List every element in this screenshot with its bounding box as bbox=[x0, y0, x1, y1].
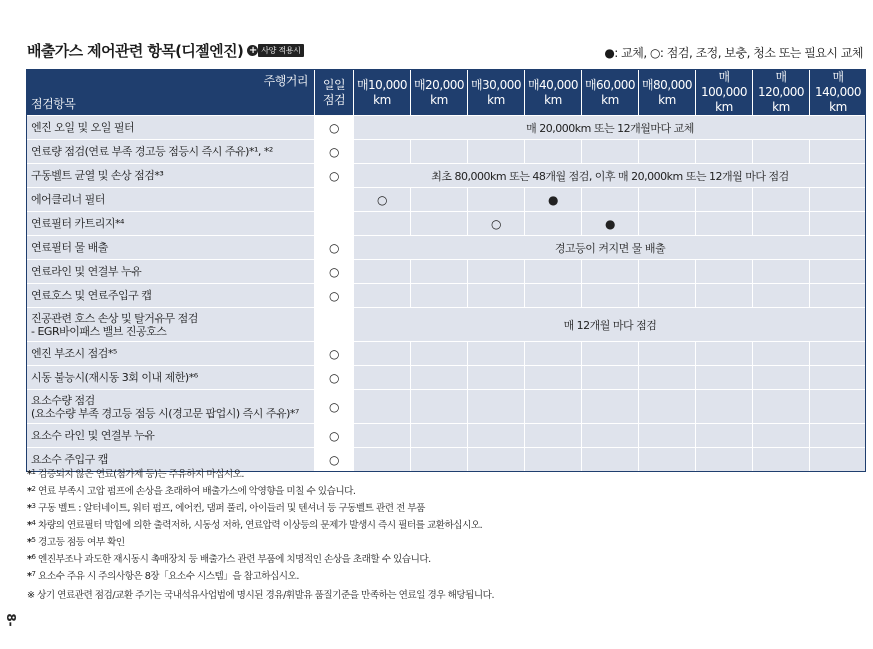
daily-check-cell bbox=[315, 212, 354, 236]
footnote-text: 구동 벨트 : 알터네이트, 워터 펌프, 에어컨, 댐퍼 풀리, 아이들러 및 텐셔너 등 구동벨트 관련 전 부품 bbox=[35, 503, 425, 514]
interval-cell bbox=[696, 212, 753, 236]
option-badge bbox=[247, 41, 303, 59]
header-interval bbox=[810, 70, 867, 116]
check-item: 연료필터 물 배출 bbox=[27, 236, 315, 260]
interval-cell bbox=[639, 212, 696, 236]
interval-cell bbox=[468, 342, 525, 366]
footnote-text: 검증되지 않은 연료(첨가제 등)는 주유하지 마십시오. bbox=[35, 469, 244, 480]
footnote-mark: * bbox=[27, 469, 32, 480]
header-interval-top: 매140,000 bbox=[814, 70, 862, 99]
header-interval-top: 매30,000 bbox=[470, 77, 522, 92]
footnote-number: 6 bbox=[31, 553, 36, 561]
interval-cell bbox=[753, 140, 810, 164]
interval-cell bbox=[354, 390, 411, 424]
table-row bbox=[27, 140, 867, 164]
header-interval-bottom: km bbox=[829, 100, 847, 114]
table-body bbox=[27, 116, 867, 472]
table-row bbox=[27, 366, 867, 390]
maintenance-schedule-table bbox=[26, 69, 867, 472]
header-interval-bottom: km bbox=[772, 100, 790, 114]
interval-cell bbox=[582, 284, 639, 308]
interval-cell bbox=[639, 390, 696, 424]
header-interval bbox=[468, 70, 525, 116]
footnote-text: 연료 부족시 고압 펌프에 손상을 초래하여 배출가스에 악영향을 미칠 수 있습니다. bbox=[35, 486, 356, 497]
header-interval bbox=[525, 70, 582, 116]
interval-cell bbox=[696, 188, 753, 212]
daily-check-cell bbox=[315, 308, 354, 342]
daily-check-cell: ○ bbox=[315, 390, 354, 424]
interval-cell bbox=[411, 366, 468, 390]
header-daily bbox=[315, 70, 354, 116]
interval-span-text: 매 12개월 마다 점검 bbox=[354, 308, 867, 342]
footnote bbox=[27, 515, 867, 532]
header-interval bbox=[411, 70, 468, 116]
page-number: 8- bbox=[4, 613, 18, 627]
interval-cell bbox=[411, 260, 468, 284]
interval-cell bbox=[411, 390, 468, 424]
option-badge-label: 사양 적용시 bbox=[258, 44, 303, 57]
footnote-mark: * bbox=[27, 554, 32, 565]
footnote-text: 경고등 점등 여부 확인 bbox=[35, 537, 125, 548]
interval-cell bbox=[753, 284, 810, 308]
check-item: 연료필터 카트리지*⁴ bbox=[27, 212, 315, 236]
footnote-number: 3 bbox=[31, 502, 36, 510]
header-interval-bottom: km bbox=[601, 92, 619, 107]
interval-cell bbox=[810, 284, 867, 308]
header-daily-bottom: 점검 bbox=[322, 92, 346, 107]
interval-cell bbox=[639, 260, 696, 284]
interval-cell bbox=[639, 284, 696, 308]
interval-cell bbox=[639, 366, 696, 390]
interval-cell: ● bbox=[525, 188, 582, 212]
header-interval-bottom: km bbox=[544, 92, 562, 107]
interval-cell bbox=[354, 366, 411, 390]
interval-cell bbox=[411, 188, 468, 212]
footnote-text: 차량의 연료필터 막힘에 의한 출력저하, 시동성 저하, 연료압력 이상등의 문제가 발생시 즉시 필터를 교환하십시오. bbox=[35, 520, 483, 531]
footnote-text: 요소수 주유 시 주의사항은 8장「요소수 시스템」을 참고하십시오. bbox=[35, 571, 299, 582]
interval-cell bbox=[810, 366, 867, 390]
footnote-mark: * bbox=[27, 520, 32, 531]
check-item: 시동 불능시(재시동 3회 이내 제한)*⁶ bbox=[27, 366, 315, 390]
interval-cell bbox=[525, 424, 582, 448]
table-row bbox=[27, 260, 867, 284]
header-interval-top: 매80,000 bbox=[641, 77, 693, 92]
daily-check-cell: ○ bbox=[315, 164, 354, 188]
interval-cell: ● bbox=[582, 212, 639, 236]
table-row bbox=[27, 424, 867, 448]
header-daily-top: 일일 bbox=[322, 77, 346, 92]
interval-cell bbox=[468, 140, 525, 164]
interval-cell bbox=[525, 284, 582, 308]
reference-note: ※ 상기 연료관련 점검/교환 주기는 국내석유사업법에 명시된 경유/휘발유 품질기준을 만족하는 연료일 경우 해당됩니다. bbox=[27, 590, 494, 601]
title-text: 배출가스 제어관련 항목(디젤엔진) bbox=[27, 42, 244, 60]
interval-cell bbox=[525, 260, 582, 284]
interval-cell bbox=[582, 342, 639, 366]
header-interval-bottom: km bbox=[430, 92, 448, 107]
interval-cell bbox=[468, 188, 525, 212]
check-item: 요소수 라인 및 연결부 누유 bbox=[27, 424, 315, 448]
header-item-label: 점검항목 bbox=[31, 97, 76, 111]
interval-cell bbox=[411, 284, 468, 308]
interval-cell bbox=[468, 366, 525, 390]
footnote-mark: * bbox=[27, 571, 32, 582]
daily-check-cell: ○ bbox=[315, 236, 354, 260]
interval-cell bbox=[354, 284, 411, 308]
interval-cell bbox=[810, 342, 867, 366]
check-item: 요소수 주입구 캡 bbox=[27, 448, 315, 472]
header-interval-bottom: km bbox=[373, 92, 391, 107]
interval-cell bbox=[696, 342, 753, 366]
interval-cell bbox=[582, 260, 639, 284]
interval-cell: ○ bbox=[354, 188, 411, 212]
legend: ●: 교체, ○: 점검, 조정, 보충, 청소 또는 필요시 교체 bbox=[604, 46, 863, 60]
interval-cell bbox=[639, 188, 696, 212]
table-row bbox=[27, 212, 867, 236]
table-row bbox=[27, 188, 867, 212]
header-row bbox=[27, 70, 867, 116]
interval-cell bbox=[696, 140, 753, 164]
header-distance-label: 주행거리 bbox=[263, 74, 308, 88]
header-interval-bottom: km bbox=[658, 92, 676, 107]
interval-cell bbox=[582, 188, 639, 212]
check-item: 연료라인 및 연결부 누유 bbox=[27, 260, 315, 284]
daily-check-cell: ○ bbox=[315, 260, 354, 284]
footnote bbox=[27, 498, 867, 515]
check-item: 연료호스 및 연료주입구 캡 bbox=[27, 284, 315, 308]
footnotes bbox=[27, 464, 867, 604]
interval-span-text: 매 20,000km 또는 12개월마다 교체 bbox=[354, 116, 867, 140]
interval-cell bbox=[582, 140, 639, 164]
footnote-number: 7 bbox=[31, 570, 36, 578]
interval-cell bbox=[753, 424, 810, 448]
interval-span-text: 최초 80,000km 또는 48개월 점검, 이후 매 20,000km 또는 12개월 마다 점검 bbox=[354, 164, 867, 188]
footnote-mark: * bbox=[27, 503, 32, 514]
check-item: 엔진 부조시 점검*⁵ bbox=[27, 342, 315, 366]
header-interval-bottom: km bbox=[487, 92, 505, 107]
table-row bbox=[27, 284, 867, 308]
interval-cell bbox=[639, 140, 696, 164]
title-row bbox=[27, 40, 863, 62]
header-interval bbox=[639, 70, 696, 116]
footnote bbox=[27, 464, 867, 481]
table-row bbox=[27, 164, 867, 188]
check-item: 구동벨트 균열 및 손상 점검*³ bbox=[27, 164, 315, 188]
check-item: 연료량 점검(연료 부족 경고등 점등시 즉시 주유)*¹, *² bbox=[27, 140, 315, 164]
table-row bbox=[27, 390, 867, 424]
header-interval-top: 매100,000 bbox=[700, 70, 748, 99]
interval-cell: ○ bbox=[468, 212, 525, 236]
footnote bbox=[27, 566, 867, 583]
interval-cell bbox=[753, 188, 810, 212]
header-interval-top: 매10,000 bbox=[356, 77, 408, 92]
header-interval-top: 매120,000 bbox=[757, 70, 805, 99]
footnote-mark: * bbox=[27, 486, 32, 497]
interval-cell bbox=[411, 212, 468, 236]
interval-cell bbox=[810, 424, 867, 448]
interval-cell bbox=[468, 424, 525, 448]
interval-cell bbox=[411, 342, 468, 366]
daily-check-cell bbox=[315, 188, 354, 212]
table-row bbox=[27, 308, 867, 342]
interval-cell bbox=[468, 390, 525, 424]
footnote-number: 1 bbox=[31, 468, 36, 476]
interval-cell bbox=[639, 424, 696, 448]
interval-cell bbox=[411, 424, 468, 448]
daily-check-cell: ○ bbox=[315, 116, 354, 140]
interval-span-text: 경고등이 켜지면 물 배출 bbox=[354, 236, 867, 260]
interval-cell bbox=[354, 212, 411, 236]
check-item: 엔진 오일 및 오일 필터 bbox=[27, 116, 315, 140]
daily-check-cell: ○ bbox=[315, 448, 354, 472]
interval-cell bbox=[582, 424, 639, 448]
table-row bbox=[27, 236, 867, 260]
interval-cell bbox=[810, 188, 867, 212]
interval-cell bbox=[582, 390, 639, 424]
plus-icon: + bbox=[248, 44, 257, 56]
interval-cell bbox=[696, 424, 753, 448]
check-item: 에어클리너 필터 bbox=[27, 188, 315, 212]
header-interval-top: 매20,000 bbox=[413, 77, 465, 92]
interval-cell bbox=[354, 140, 411, 164]
header-interval-top: 매40,000 bbox=[527, 77, 579, 92]
header-interval bbox=[354, 70, 411, 116]
interval-cell bbox=[525, 342, 582, 366]
footnote-list bbox=[27, 464, 867, 583]
footnote-number: 5 bbox=[31, 536, 36, 544]
footnote-mark: * bbox=[27, 537, 32, 548]
page-title bbox=[27, 40, 304, 61]
interval-cell bbox=[810, 390, 867, 424]
header-interval bbox=[753, 70, 810, 116]
footnote bbox=[27, 549, 867, 566]
interval-cell bbox=[753, 212, 810, 236]
header-interval-top: 매60,000 bbox=[584, 77, 636, 92]
interval-cell bbox=[810, 260, 867, 284]
footnote bbox=[27, 532, 867, 549]
interval-cell bbox=[696, 284, 753, 308]
table-row bbox=[27, 116, 867, 140]
header-interval bbox=[696, 70, 753, 116]
header-corner bbox=[27, 70, 315, 116]
interval-cell bbox=[696, 260, 753, 284]
interval-cell bbox=[525, 212, 582, 236]
header-interval-bottom: km bbox=[715, 100, 733, 114]
daily-check-cell: ○ bbox=[315, 366, 354, 390]
interval-cell bbox=[582, 366, 639, 390]
interval-cell bbox=[696, 390, 753, 424]
interval-cell bbox=[753, 260, 810, 284]
daily-check-cell: ○ bbox=[315, 342, 354, 366]
interval-cell bbox=[468, 284, 525, 308]
interval-cell bbox=[810, 140, 867, 164]
interval-cell bbox=[753, 366, 810, 390]
daily-check-cell: ○ bbox=[315, 424, 354, 448]
check-item: 요소수량 점검 (요소수량 부족 경고등 점등 시(경고문 팝업시) 즉시 주유)*⁷ bbox=[27, 390, 315, 424]
interval-cell bbox=[354, 260, 411, 284]
interval-cell bbox=[753, 342, 810, 366]
interval-cell bbox=[525, 366, 582, 390]
interval-cell bbox=[468, 260, 525, 284]
header-interval bbox=[582, 70, 639, 116]
interval-cell bbox=[411, 140, 468, 164]
table-row bbox=[27, 342, 867, 366]
footnote-number: 2 bbox=[31, 485, 36, 493]
footnote bbox=[27, 481, 867, 498]
daily-check-cell: ○ bbox=[315, 140, 354, 164]
interval-cell bbox=[354, 342, 411, 366]
interval-cell bbox=[696, 366, 753, 390]
check-item: 진공관련 호스 손상 및 탈거유무 점검 - EGR바이패스 밸브 진공호스 bbox=[27, 308, 315, 342]
footnote-number: 4 bbox=[31, 519, 36, 527]
interval-cell bbox=[639, 342, 696, 366]
interval-cell bbox=[525, 140, 582, 164]
interval-cell bbox=[525, 390, 582, 424]
interval-cell bbox=[753, 390, 810, 424]
interval-cell bbox=[810, 212, 867, 236]
daily-check-cell: ○ bbox=[315, 284, 354, 308]
interval-cell bbox=[354, 424, 411, 448]
footnote-text: 엔진부조나 과도한 재시동시 촉매장치 등 배출가스 관련 부품에 치명적인 손상을 초래할 수 있습니다. bbox=[35, 554, 431, 565]
